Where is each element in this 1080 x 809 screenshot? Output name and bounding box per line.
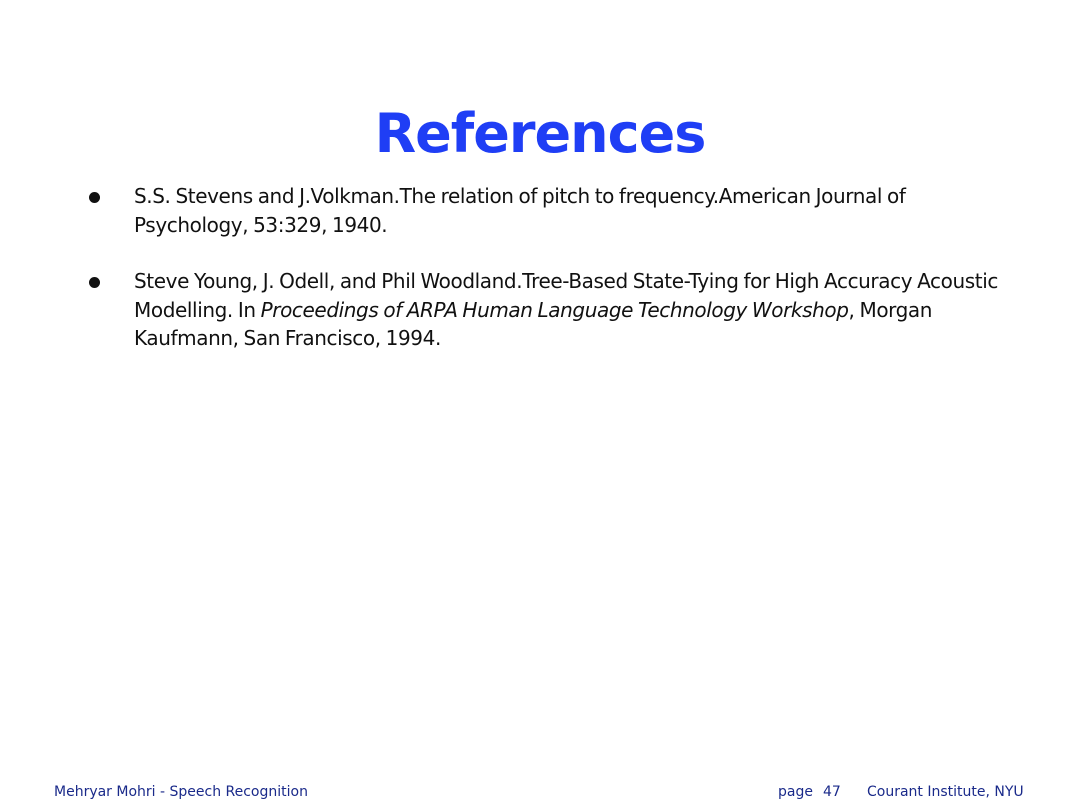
reference-text: [134, 269, 998, 350]
footer-page-number: [778, 782, 841, 802]
reference-text-plain: S.S. Stevens and J.Volkman.The relation of pitch to frequency.American Journal of Psychology, 53:329, 1940.: [134, 184, 906, 237]
bullet-icon: [89, 277, 100, 288]
slide-title: References: [374, 102, 706, 166]
reference-text-plain: Steve Young, J. Odell, and Phil Woodland.Tree-Based State-Tying for High Accuracy Acoustic Modelling. In: [134, 269, 998, 322]
reference-text-tail: , Morgan Kaufmann, San Francisco, 1994.: [134, 297, 933, 350]
reference-venue: Proceedings of ARPA Human Language Technology Workshop: [260, 297, 849, 322]
reference-item: [0, 267, 1080, 353]
reference-item: [0, 182, 1080, 239]
footer-author: Mehryar Mohri - Speech Recognition: [54, 784, 308, 800]
bullet-icon: [89, 192, 100, 203]
reference-text: [134, 184, 906, 237]
page-label: page: [778, 784, 813, 800]
footer-institution: Courant Institute, NYU: [867, 784, 1024, 800]
page-number: 47: [822, 784, 841, 800]
reference-list: [0, 182, 1080, 381]
